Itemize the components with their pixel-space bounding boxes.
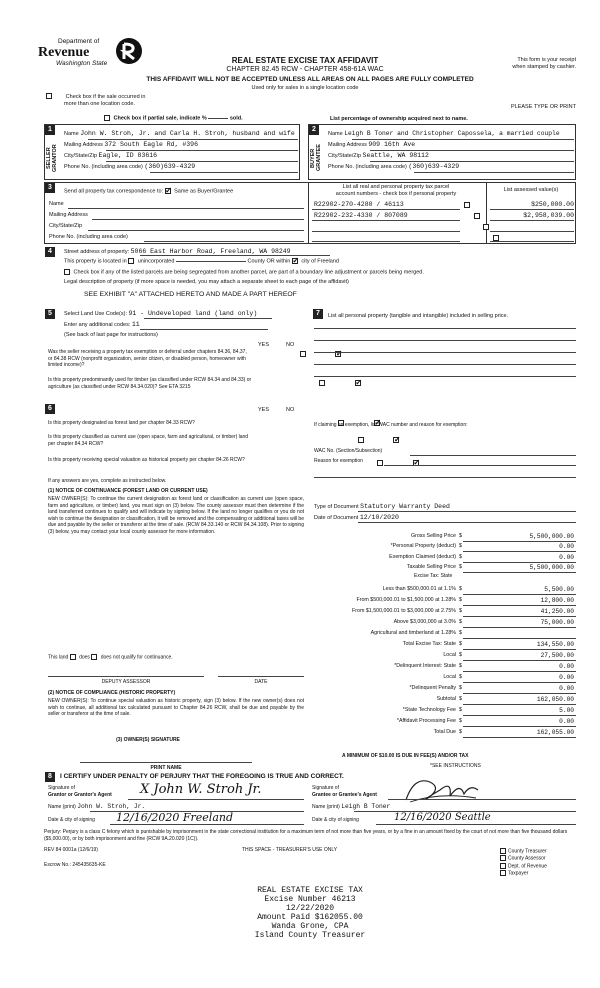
partial-sale-sold: sold. <box>229 115 243 122</box>
agency-state: Washington State <box>56 60 108 67</box>
qualify-row <box>48 654 298 660</box>
s5-q1-yes-checkbox[interactable] <box>300 351 306 357</box>
copy-county-treasurer-checkbox[interactable] <box>500 848 506 854</box>
perjury-text: Perjury: Perjury is a class C felony which is punishable by imprisonment in the state correctional institution for a maximum term of not more than five years, or by a fine in an amount fixed by the court of not more than five thousand dollars ($5,000.00), or by both imprisonment and fine (RCW 9A.20.020 (1C)). <box>44 829 568 842</box>
tax-row <box>312 597 576 606</box>
does-not-qualify-checkbox[interactable] <box>91 654 97 660</box>
excise-header: Excise Tax: State <box>414 573 453 579</box>
s6-q3: Is this property receiving special valuation as historical property per chapter 84.26 RCW? <box>48 457 245 463</box>
tax-row <box>312 652 576 661</box>
print-name-label: PRINT NAME <box>150 765 182 771</box>
section-4-number: 4 <box>45 247 55 257</box>
seller-phone-row <box>64 163 296 170</box>
form-warning: THIS AFFIDAVIT WILL NOT BE ACCEPTED UNLESS ALL AREAS ON ALL PAGES ARE FULLY COMPLETED <box>146 76 474 83</box>
s5-q2-no-checkbox[interactable] <box>355 380 361 386</box>
dollar-sign: $ <box>459 729 462 735</box>
wac-label: WAC No. (Section/Subsection) <box>314 448 383 454</box>
multi-location-label-2: more than one location code. <box>64 101 135 107</box>
this-land-label: This land <box>48 654 69 661</box>
tax-row-label: From $1,500,000.01 to $3,000,000 at 2.75% <box>352 608 456 614</box>
grantee-sig-label-1: Signature of <box>312 785 339 791</box>
dollar-sign: $ <box>459 696 462 702</box>
owner-signature-label: (3) OWNER(S) SIGNATURE <box>116 737 180 743</box>
form-chapter: CHAPTER 82.45 RCW - CHAPTER 458-61A WAC <box>226 66 384 73</box>
grantor-date-value[interactable]: 12/16/2020 Freeland <box>116 811 234 824</box>
buyer-city-value[interactable]: Seattle, WA 98112 <box>362 152 429 159</box>
grantee-print-value[interactable]: Leigh B Toner <box>341 803 391 810</box>
tax-row <box>312 554 576 563</box>
parcel-1-value[interactable]: $250,000.00 <box>531 201 574 208</box>
buyer-address-value[interactable]: 909 16th Ave <box>368 141 416 148</box>
grantor-print-value[interactable]: John W. Stroh, Jr. <box>77 803 146 810</box>
buyer-address-row <box>328 141 574 148</box>
tax-row <box>312 608 576 617</box>
stamp-line-4: Amount Paid $162055.00 <box>257 913 363 922</box>
tax-row <box>312 685 576 694</box>
tax-row-label: Taxable Selling Price <box>406 564 456 570</box>
tax-row <box>312 729 576 738</box>
same-as-buyer-checkbox[interactable] <box>165 188 171 194</box>
seller-address-label: Mailing Address <box>64 142 103 148</box>
tax-row-value[interactable]: 5,500,000.00 <box>529 564 574 571</box>
located-row <box>64 258 564 264</box>
tax-row-label: Total Due <box>433 729 456 735</box>
dollar-sign: $ <box>459 707 462 713</box>
dollar-sign: $ <box>459 652 462 658</box>
seller-city-row <box>64 152 296 159</box>
tax-row-value[interactable]: 75,000.00 <box>540 619 574 626</box>
tax-row-label: *Affidavit Processing Fee <box>396 718 456 724</box>
notice1-body: NEW OWNER(S): To continue the current designation as forest land or classification as current use (open space, farm and agriculture, or timber) land, you must sign on (3) below. The county assessor must then determine if the land transferred continues to qualify and will indicate by signing below. If the land no longer qualifies or you do not wish to continue the designation or classification, it will be removed and the compensating or additional taxes will be due and payable by the seller or transferor at the time of sale. (RCW 84.33.140 or RCW 84.34.108). Prior to signing (3) below, you may contact your local county assessor for more information. <box>48 496 304 535</box>
legal-desc-label: Legal description of property (if more space is needed, you may attach a separate sheet to each page of the affidavit) <box>64 279 349 285</box>
tax-row <box>312 543 576 552</box>
tax-row <box>312 586 576 595</box>
copy-county-assessor-checkbox[interactable] <box>500 855 506 861</box>
tax-row-label: *State Technology Fee <box>402 707 456 713</box>
city-checkbox[interactable] <box>292 258 298 264</box>
s3-city-label: City/State/Zip <box>49 223 83 229</box>
s6-q2-yes-checkbox[interactable] <box>358 437 364 443</box>
grantor-print-row <box>48 803 304 810</box>
copy-taxpayer-checkbox[interactable] <box>500 870 506 876</box>
copy-county-treasurer: County Treasurer <box>508 848 547 855</box>
section-6-number: 6 <box>45 404 55 414</box>
s5-q1: Was the seller receiving a property tax exemption or deferral under chapters 84.36, 84.37, or 84.38 RCW (nonprofit organization, senior citizen, or disabled person, homeowner with limited income)? <box>48 349 247 368</box>
stamp-line-6: Island County Treasurer <box>254 931 366 940</box>
s3-name-label: Name <box>49 201 64 207</box>
does-label: does <box>79 654 90 661</box>
county-or-label: County OR within <box>247 258 291 265</box>
multi-location-checkbox[interactable] <box>46 93 52 99</box>
land-use-label: Select Land Use Code(s): <box>64 311 127 317</box>
send-to-label: Send all property tax correspondence to: <box>64 188 164 195</box>
percentage-note: List percentage of ownership acquired next to name. <box>330 116 468 122</box>
multi-location-label: Check box if the sale occurred in <box>65 93 146 100</box>
tax-row <box>312 718 576 727</box>
parcel-header-1: List all real and personal property tax parcel <box>342 184 450 190</box>
see-instructions: *SEE INSTRUCTIONS <box>430 763 481 769</box>
dollar-sign: $ <box>459 685 462 691</box>
segregated-label: Check box if any of the listed parcels are being segregated from another parcel, are part of a boundary line adjustment or parcels being merged. <box>73 269 424 276</box>
treasurer-space: THIS SPACE - TREASURER'S USE ONLY <box>242 847 338 853</box>
street-label: Street address of property: <box>64 249 130 255</box>
s6-no-header: NO <box>286 407 295 413</box>
tax-row-label: Agricultural and timberland at 1.28% <box>370 630 456 636</box>
tax-row-value[interactable]: 0.00 <box>559 554 574 561</box>
s6-q2-no-checkbox[interactable] <box>393 437 399 443</box>
tax-row <box>312 630 576 639</box>
grantee-date-value[interactable]: 12/16/2020 Seattle <box>394 812 491 823</box>
tax-row-label: Gross Selling Price <box>410 533 456 539</box>
buyer-name-row <box>328 130 574 137</box>
tax-row-value[interactable]: 162,050.00 <box>536 696 574 703</box>
additional-codes-value[interactable]: 11 <box>131 321 140 328</box>
seller-address-row <box>64 141 296 148</box>
tax-row-value[interactable]: 41,250.00 <box>540 608 574 615</box>
parcel-1-personal-checkbox[interactable] <box>464 202 470 208</box>
parcel-2-number[interactable]: R22902-232-4330 / 807089 <box>314 212 408 219</box>
stamp-line-1: REAL ESTATE EXCISE TAX <box>257 886 363 895</box>
send-to-row <box>64 188 304 194</box>
copy-distribution <box>500 848 580 877</box>
tax-row <box>312 564 576 573</box>
deputy-assessor-label: DEPUTY ASSESSOR <box>101 679 151 685</box>
treasurer-stamp <box>230 886 390 940</box>
dollar-sign: $ <box>459 718 462 724</box>
receipt-note-1: This form is your receipt <box>517 57 576 63</box>
seller-city-value[interactable]: Eagle, ID 83616 <box>98 152 158 159</box>
section-8-number: 8 <box>45 772 55 782</box>
tax-row-value[interactable]: 12,800.00 <box>540 597 574 604</box>
agency-logo <box>34 36 144 72</box>
s6-if-yes: If any answers are yes, complete as instructed below. <box>48 478 167 484</box>
doc-date-value[interactable]: 12/10/2020 <box>359 514 399 521</box>
section-1-number: 1 <box>45 125 55 135</box>
agency-name: Revenue <box>38 45 90 60</box>
tax-row-value[interactable]: 0.00 <box>559 674 574 681</box>
section-7-number: 7 <box>313 309 323 319</box>
parcel-1-number[interactable]: R22902-270-4280 / 46113 <box>314 201 404 208</box>
seller-name-row <box>64 130 296 137</box>
buyer-phone-value[interactable]: (360)639-4329 <box>408 163 460 170</box>
stamp-line-3: 12/22/2020 <box>285 904 334 913</box>
tax-row-value[interactable]: 27,500.00 <box>540 652 574 659</box>
deputy-date-label: DATE <box>254 679 268 685</box>
revenue-logo-icon <box>114 36 144 66</box>
segregated-row <box>64 269 576 275</box>
same-as-buyer-label: Same as Buyer/Grantee <box>174 188 234 195</box>
tax-row <box>312 619 576 628</box>
seller-side-label: SELLER GRANTOR <box>46 144 58 172</box>
does-qualify-checkbox[interactable] <box>70 654 76 660</box>
tax-row-value[interactable]: 5.00 <box>559 707 574 714</box>
tax-row <box>312 663 576 672</box>
tax-row-value[interactable]: 5,500.00 <box>544 586 574 593</box>
section-8-bar <box>44 772 576 781</box>
grantor-sig-label-2: Grantor or Grantor's Agent <box>48 792 112 798</box>
s6-q1: Is this property designated as forest land per chapter 84.33 RCW? <box>48 420 195 426</box>
copy-dept-revenue: Dept. of Revenue <box>508 862 547 869</box>
tax-row-label: Total Excise Tax: State <box>402 641 456 647</box>
copy-dept-revenue-checkbox[interactable] <box>500 863 506 869</box>
notice2-body: NEW OWNER(S): To continue special valuation as historic property, sign (3) below. If the new owner(s) does not wish to continue, all additional tax calculated pursuant to Chapter 84.26 RCW, shall be due and payable by the seller or transferor at the time of sale. <box>48 698 304 718</box>
dollar-sign: $ <box>459 619 462 625</box>
s5-q2-yes-checkbox[interactable] <box>319 380 325 386</box>
tax-row-label: Less than $500,000.01 at 1.1% <box>382 586 456 592</box>
buyer-phone-row <box>328 163 574 170</box>
stamp-line-2: Excise Number 46213 <box>264 895 356 904</box>
used-only: Used only for sales in a single location code <box>251 85 359 91</box>
tax-row-value[interactable]: 162,055.00 <box>536 729 574 736</box>
grantor-sig-label-1: Signature of <box>48 785 75 791</box>
seller-name-value[interactable]: John W. Stroh, Jr. and Carla H. Stroh, husband and wife <box>80 130 295 137</box>
seller-phone-label: Phone No. (including area code) <box>64 164 143 170</box>
tax-row <box>312 674 576 683</box>
parcel-2-personal-checkbox[interactable] <box>474 213 480 219</box>
dollar-sign: $ <box>459 543 462 549</box>
dollar-sign: $ <box>459 586 462 592</box>
notice2-title: (2) NOTICE OF COMPLIANCE (HISTORIC PROPERTY) <box>48 690 176 696</box>
tax-row <box>312 641 576 650</box>
tax-row-value[interactable]: 0.00 <box>559 663 574 670</box>
located-label: This property is located in <box>64 258 127 265</box>
tax-row-value[interactable]: 0.00 <box>559 718 574 725</box>
s6-yes-header: YES <box>258 407 270 413</box>
form-revision: REV 84 0001a (12/6/19) <box>44 847 98 853</box>
dollar-sign: $ <box>459 554 462 560</box>
agency-line1: Department of <box>58 38 100 45</box>
grantor-print-label: Name (print) <box>48 804 76 810</box>
dollar-sign: $ <box>459 533 462 539</box>
dollar-sign: $ <box>459 663 462 669</box>
escrow-number: Escrow No.: 245435635-KE <box>44 862 106 868</box>
buyer-city-label: City/State/Zip <box>328 153 362 159</box>
grantee-print-label: Name (print) <box>312 804 340 810</box>
tax-row-label: Local <box>443 652 456 658</box>
street-row <box>64 248 484 255</box>
additional-codes-row <box>64 321 304 328</box>
section-2-number: 2 <box>309 125 319 135</box>
see-exhibit[interactable]: SEE EXHIBIT "A" ATTACHED HERETO AND MADE A PART HEREOF <box>84 291 297 298</box>
seller-phone-value[interactable]: (360)639-4329 <box>144 163 196 170</box>
please-type: PLEASE TYPE OR PRINT <box>510 104 576 110</box>
s5-q2: Is this property predominantly used for timber (as classified under RCW 84.34 and 84.33) or agriculture (as classified under RCW 84.34.020)? See ETA 3215 <box>48 377 252 390</box>
tax-row <box>312 533 576 542</box>
perjury-statement <box>44 829 576 842</box>
grantee-sig-label-2: Grantee or Grantee's Agent <box>312 792 377 798</box>
tax-row-value[interactable]: 134,550.00 <box>536 641 574 648</box>
tax-row-label: Local <box>443 674 456 680</box>
parcel-header-2: account numbers - check box if personal property <box>335 191 457 197</box>
tax-row-label: Exemption Claimed (deduct) <box>389 554 456 560</box>
doc-type-label: Type of Document <box>314 504 359 510</box>
stamp-line-5: Wanda Grone, CPA <box>271 922 349 931</box>
buyer-side-label: BUYER GRANTEE <box>310 144 322 172</box>
notice1-title: (1) NOTICE OF CONTINUANCE (FOREST LAND OR CURRENT USE) <box>48 488 208 494</box>
exemption-label: If claiming an exemption, list WAC number and reason for exemption: <box>314 422 468 428</box>
buyer-address-label: Mailing Address <box>328 142 367 148</box>
section-5-number: 5 <box>45 309 55 319</box>
s3-phone-label: Phone No. (including area code) <box>49 234 128 240</box>
grantee-print-row <box>312 803 576 810</box>
dollar-sign: $ <box>459 564 462 570</box>
does-not-label: does not qualify for continuance. <box>100 654 173 661</box>
dollar-sign: $ <box>459 674 462 680</box>
land-use-row <box>64 310 304 317</box>
tax-row-label: *Personal Property (deduct) <box>390 543 456 549</box>
dollar-sign: $ <box>459 630 462 636</box>
copy-county-assessor: County Assessor <box>508 855 546 862</box>
seller-address-value[interactable]: 372 South Eagle Rd, #396 <box>104 141 198 148</box>
minimum-due: A MINIMUM OF $10.00 IS DUE IN FEE(S) AND/OR TAX <box>342 753 469 759</box>
receipt-note-2: when stamped by cashier. <box>512 64 576 70</box>
doc-date-label: Date of Document <box>314 515 359 521</box>
dollar-sign: $ <box>459 597 462 603</box>
assessed-header: List assessed value(s) <box>503 187 559 193</box>
tax-row <box>312 696 576 705</box>
additional-codes-label: Enter any additional codes: <box>64 322 131 328</box>
s5-no-header: NO <box>286 342 295 348</box>
section-3-number: 3 <box>45 183 55 193</box>
tax-row-label: Subtotal <box>436 696 456 702</box>
partial-sale-checkbox[interactable] <box>104 115 110 121</box>
unincorporated-checkbox[interactable] <box>128 258 134 264</box>
doc-type-value[interactable]: Statutory Warranty Deed <box>360 503 450 510</box>
doc-date-row <box>314 514 576 521</box>
personal-property-label: List all personal property (tangible and intangible) included in selling price. <box>328 313 509 319</box>
parcel-3-personal-checkbox[interactable] <box>483 224 489 230</box>
s5-yes-header: YES <box>258 342 270 348</box>
tax-row-value[interactable]: 5,500,000.00 <box>529 533 574 540</box>
street-value[interactable]: 5066 East Harbor Road, Freeland, WA 98249 <box>130 248 291 255</box>
grantor-signature[interactable]: X John W. Stroh Jr. <box>140 782 262 797</box>
see-back-note: (See back of last page for instructions) <box>64 332 158 338</box>
tax-row-label: Above $3,000,000 at 3.0% <box>393 619 456 625</box>
doc-type-row <box>314 503 576 510</box>
s6-q3-yes-checkbox[interactable] <box>377 460 383 466</box>
tax-row-label: From $500,000.01 to $1,500,000 at 1.28% <box>356 597 456 603</box>
buyer-name-value[interactable]: Leigh B Toner and Christopher Capossela, a married couple <box>344 130 560 137</box>
partial-sale-row[interactable] <box>104 115 304 121</box>
grantee-date-label: Date & city of signing <box>312 817 359 823</box>
tax-row-value[interactable]: 0.00 <box>559 543 574 550</box>
grantee-signature-scribble[interactable] <box>400 772 480 806</box>
unincorporated-label: unincorporated <box>137 258 175 265</box>
dollar-sign: $ <box>459 641 462 647</box>
tax-row-label: *Delinquent Interest: State <box>394 663 456 669</box>
segregated-checkbox[interactable] <box>64 269 70 275</box>
partial-sale-label: Check box if partial sale, indicate % <box>113 115 207 122</box>
land-use-value[interactable]: 91 - Undeveloped land (land only) <box>128 310 258 317</box>
buyer-phone-label: Phone No. (including area code) <box>328 164 407 170</box>
copy-taxpayer: Taxpayer <box>508 870 529 877</box>
grantor-date-label: Date & city of signing <box>48 817 95 823</box>
tax-row-label: *Delinquent Penalty <box>409 685 456 691</box>
form-title: REAL ESTATE EXCISE TAX AFFIDAVIT <box>231 56 379 65</box>
buyer-city-row <box>328 152 574 159</box>
dollar-sign: $ <box>459 608 462 614</box>
reason-label: Reason for exemption <box>314 458 363 464</box>
tax-row-value[interactable]: 0.00 <box>559 685 574 692</box>
buyer-name-label: Name <box>328 131 343 137</box>
s6-q2: Is this property classified as current use (open space, farm and agricultural, or timber) land per chapter 84.34 RCW? <box>48 434 249 447</box>
s3-address-label: Mailing Address <box>49 212 88 218</box>
certify-text: I CERTIFY UNDER PENALTY OF PERJURY THAT THE FOREGOING IS TRUE AND CORRECT. <box>60 773 344 780</box>
parcel-2-value[interactable]: $2,958,039.00 <box>523 212 574 219</box>
city-of-label: city of Freeland <box>301 258 339 265</box>
multi-location-checkbox-row[interactable] <box>46 93 226 100</box>
seller-city-label: City/State/Zip <box>64 153 98 159</box>
seller-name-label: Name <box>64 131 79 137</box>
tax-row <box>312 707 576 716</box>
